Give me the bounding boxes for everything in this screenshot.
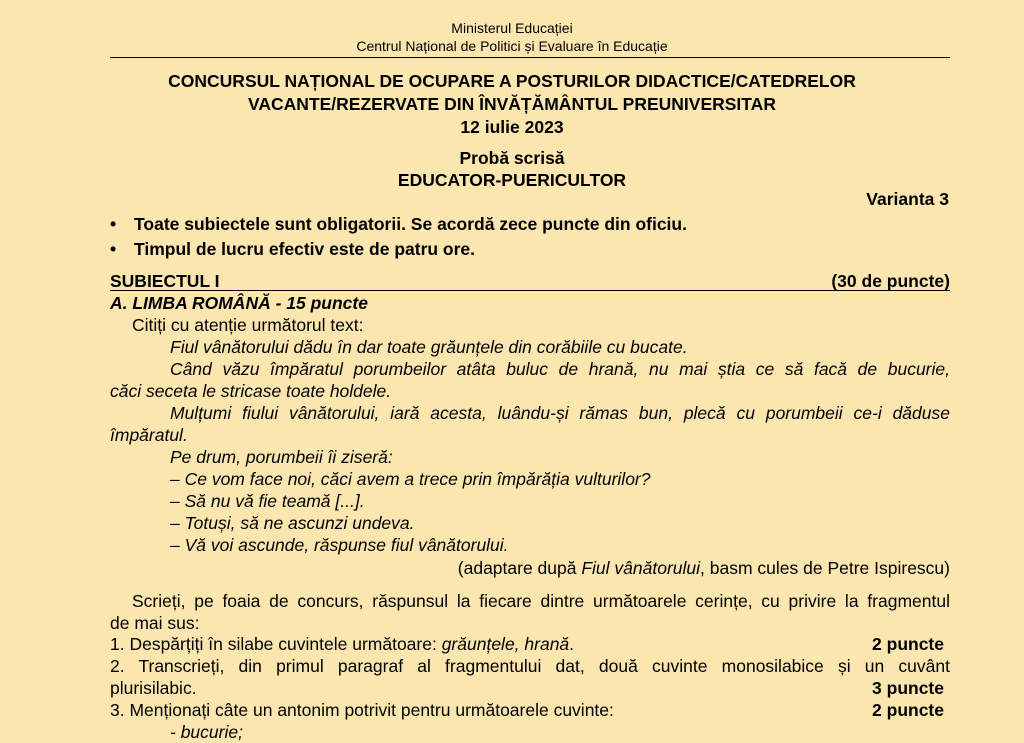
section-points: (30 de puncte) bbox=[831, 271, 950, 291]
task-intro: Scrieți, pe foaia de concurs, răspunsul la fiecare dintre următoarele cerințe, cu privire la fragmentul bbox=[132, 591, 950, 611]
ministry-name: Ministerul Educației bbox=[451, 20, 573, 36]
exam-subject: EDUCATOR-PUERICULTOR bbox=[397, 170, 627, 190]
task-intro-end: de mai sus: bbox=[110, 613, 200, 633]
variant-label: Varianta 3 bbox=[866, 189, 949, 209]
dialogue-line: – Ce vom face noi, căci avem a trece prin împărăția vulturilor? bbox=[170, 469, 651, 489]
question-2-points: 3 puncte bbox=[872, 678, 944, 698]
instruction-item bbox=[110, 213, 687, 235]
bullet-icon: • bbox=[110, 239, 117, 259]
exam-type: Probă scrisă bbox=[459, 148, 565, 168]
text-line: împăratul. bbox=[110, 425, 188, 445]
text-source: (adaptare după Fiul vânătorului, basm cules de Petre Ispirescu) bbox=[457, 558, 950, 578]
header-divider bbox=[110, 57, 950, 58]
section-title: SUBIECTUL I bbox=[110, 271, 220, 291]
text-line: Când văzu împăratul porumbeilor atâta buluc de hrană, nu mai știa ce să facă de bucurie, bbox=[170, 359, 950, 379]
reading-intro: Citiți cu atenție următorul text: bbox=[132, 315, 364, 335]
title-line-1: CONCURSUL NAȚIONAL DE OCUPARE A POSTURILOR DIDACTICE/CATEDRELOR bbox=[168, 71, 856, 91]
bullet-icon: • bbox=[110, 214, 117, 234]
question-3-points: 2 puncte bbox=[872, 700, 944, 720]
question-2: 2. Transcrieți, din primul paragraf al fragmentului dat, două cuvinte monosilabice și un cuvânt bbox=[110, 656, 950, 676]
part-a-heading: A. LIMBA ROMÂNĂ - 15 puncte bbox=[110, 293, 368, 313]
text-line: Mulțumi fiului vânătorului, iară acesta, luându-și rămas bun, plecă cu porumbeii ce-i dăduse bbox=[170, 403, 950, 423]
instruction-item bbox=[110, 238, 475, 260]
text-line: căci seceta le stricase toate holdele. bbox=[110, 381, 392, 401]
instruction-text: Timpul de lucru efectiv este de patru ore. bbox=[134, 239, 476, 259]
title-line-2: VACANTE/REZERVATE DIN ÎNVĂȚĂMÂNTUL PREUNIVERSITAR bbox=[248, 94, 776, 114]
question-1-words: grăunțele, hrană bbox=[441, 634, 570, 654]
question-1-points: 2 puncte bbox=[872, 634, 944, 654]
dialogue-line: – Totuși, să ne ascunzi undeva. bbox=[170, 513, 415, 533]
question-3: 3. Menționați câte un antonim potrivit pentru următoarele cuvinte: bbox=[110, 700, 614, 720]
text-line: Fiul vânătorului dădu în dar toate grăunțele din corăbiile cu bucate. bbox=[170, 337, 688, 357]
exam-date: 12 iulie 2023 bbox=[460, 117, 564, 137]
question-2-end: plurisilabic. bbox=[110, 678, 197, 698]
question-1: 1. Despărțiți în silabe cuvintele următoare: grăunțele, hrană. bbox=[110, 634, 575, 654]
question-3-item: - bucurie; bbox=[170, 722, 243, 742]
instruction-text: Toate subiectele sunt obligatorii. Se acordă zece puncte din oficiu. bbox=[134, 214, 687, 234]
section-header bbox=[110, 270, 950, 291]
dialogue-line: – Vă voi ascunde, răspunse fiul vânătorului. bbox=[170, 535, 509, 555]
center-name: Centrul Național de Politici și Evaluare în Educație bbox=[356, 38, 668, 54]
dialogue-line: – Să nu vă fie teamă [...]. bbox=[170, 491, 365, 511]
source-work-title: Fiul vânătorului bbox=[581, 558, 701, 578]
text-line: Pe drum, porumbeii îi ziseră: bbox=[170, 447, 393, 467]
